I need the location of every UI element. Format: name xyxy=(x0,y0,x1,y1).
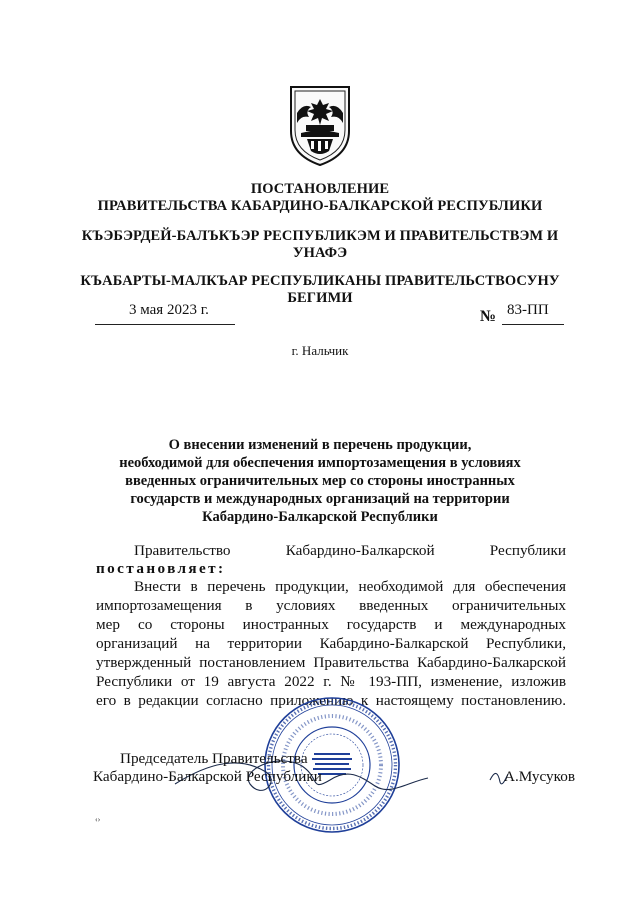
paragraph-line: Внести в перечень продукции, необходимой для обеспечения xyxy=(134,578,566,595)
paragraph-line: импортозамещения в условиях введенных ограничительных xyxy=(96,597,566,614)
paragraph-line: его в редакции согласно приложению к настоящему постановлению. xyxy=(96,692,566,709)
document-date: 3 мая 2023 г. xyxy=(129,302,209,318)
intro-line: Правительство Кабардино-Балкарской Республики xyxy=(134,542,566,559)
number-sign: № xyxy=(480,308,497,325)
government-title: ПРАВИТЕЛЬСТВА КАБАРДИНО-БАЛКАРСКОЙ РЕСПУБЛИКИ xyxy=(97,198,543,214)
document-type-title: ПОСТАНОВЛЕНИЕ xyxy=(250,181,390,197)
subject-line: О внесении изменений в перечень продукции, xyxy=(168,437,472,453)
balkar-title-line-1: КЪАБАРТЫ-МАЛКЪАР РЕСПУБЛИКАНЫ ПРАВИТЕЛЬСТВОСУНУ xyxy=(80,273,560,289)
coat-of-arms-icon xyxy=(289,85,351,167)
signatory-position-line-2: Кабардино-Балкарской Республики xyxy=(93,768,322,785)
city: г. Нальчик xyxy=(291,343,349,358)
subject-line: Кабардино-Балкарской Республики xyxy=(202,509,438,525)
paragraph-line: Республики от 19 августа 2022 г. № 193-ПП, изменение, изложив xyxy=(96,673,566,690)
document-number: 83-ПП xyxy=(507,302,549,318)
number-field xyxy=(502,300,564,325)
signatory-name: А.Мусуков xyxy=(504,768,575,785)
kabardian-title-line-1: КЪЭБЭРДЕЙ-БАЛЪКЪЭР РЕСПУБЛИКЭМ И ПРАВИТЕЛЬСТВЭМ И xyxy=(81,228,559,244)
date-field xyxy=(95,300,235,325)
decree-word: постановляет: xyxy=(96,560,226,577)
scan-mark: ‹› xyxy=(95,815,101,824)
subject-line: введенных ограничительных мер со стороны иностранных xyxy=(125,473,515,489)
subject-line: необходимой для обеспечения импортозамещения в условиях xyxy=(119,455,521,471)
signatory-position-line-1: Председатель Правительства xyxy=(120,750,308,767)
subject-line: государств и международных организаций на территории xyxy=(130,491,510,507)
kabardian-title-line-2: УНАФЭ xyxy=(292,245,348,261)
paragraph-line: утвержденный постановлением Правительства Кабардино-Балкарской xyxy=(96,654,566,671)
paragraph-line: мер со стороны иностранных государств и международных xyxy=(96,616,566,633)
paragraph-line: организаций на территории Кабардино-Балкарской Республики, xyxy=(96,635,566,652)
balkar-title-line-2: БЕГИМИ xyxy=(287,290,353,306)
